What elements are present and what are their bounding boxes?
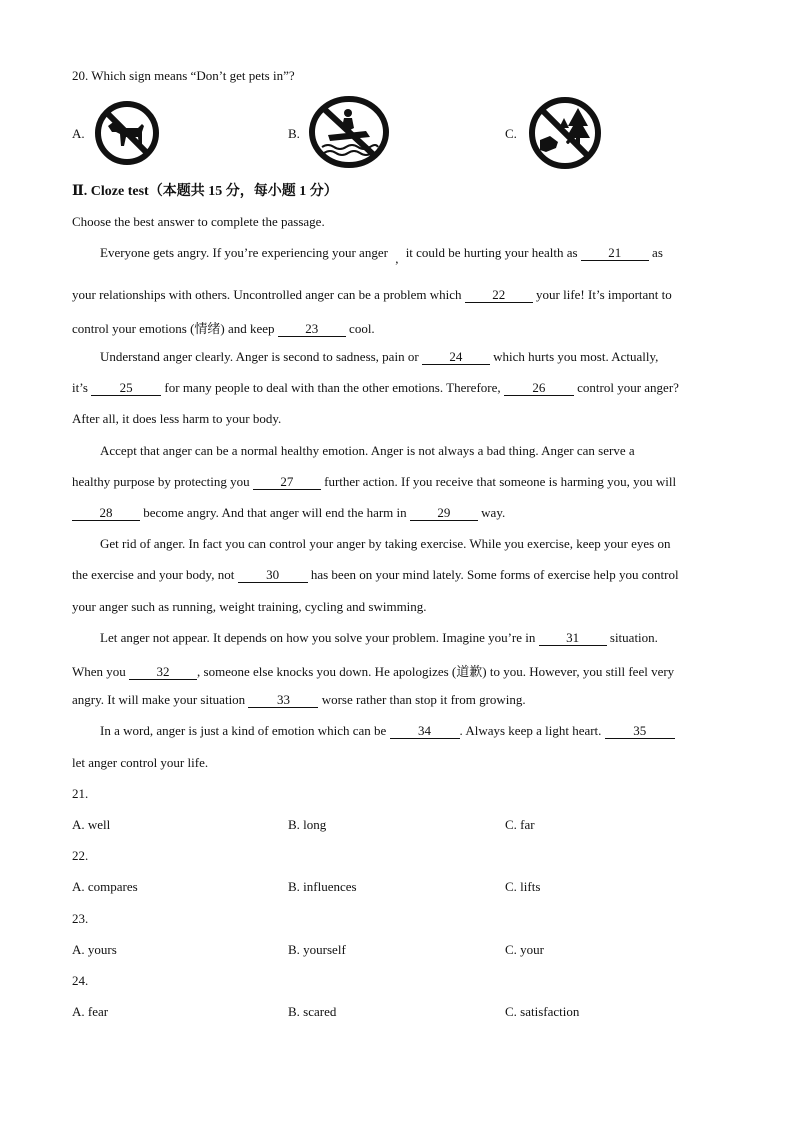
- blank-28[interactable]: 28: [72, 506, 140, 521]
- section-title: Ⅱ. Cloze test（本题共 15 分，每小题 1 分）: [72, 184, 338, 199]
- blank-35[interactable]: 35: [605, 724, 675, 739]
- no-fire-in-forest-sign-icon[interactable]: [528, 96, 602, 170]
- option-a-label: A.: [72, 126, 85, 141]
- option-c-label: C.: [505, 126, 517, 141]
- option-a[interactable]: A. fear: [72, 1004, 109, 1019]
- option-b[interactable]: B. scared: [288, 1004, 337, 1019]
- blank-29[interactable]: 29: [410, 506, 478, 521]
- passage-line: After all, it does less harm to your body.: [72, 411, 282, 426]
- passage-line: When you 32 , someone else knocks you down. He apologizes (道歉) to you. However, you still feel very: [72, 664, 675, 679]
- passage-line: Understand anger clearly. Anger is second to sadness, pain or 24 which hurts you most. Actually,: [100, 349, 659, 364]
- blank-34[interactable]: 34: [390, 724, 460, 739]
- option-c[interactable]: C. far: [505, 817, 535, 832]
- option-b[interactable]: B. long: [288, 817, 327, 832]
- option-c[interactable]: C. your: [505, 942, 544, 957]
- passage-line: Get rid of anger. In fact you can control your anger by taking exercise. While you exercise, keep your eyes on: [100, 536, 671, 551]
- question-number: 24.: [72, 973, 89, 988]
- passage-line: the exercise and your body, not 30 has been on your mind lately. Some forms of exercise help you control: [72, 567, 679, 582]
- passage-line: let anger control your life.: [72, 755, 209, 770]
- option-a[interactable]: A. compares: [72, 879, 138, 894]
- question-number: 22.: [72, 848, 89, 863]
- question-20-text: 20. Which sign means “Don’t get pets in”?: [72, 68, 295, 83]
- no-jet-ski-sign-icon[interactable]: [308, 95, 390, 169]
- option-b[interactable]: B. yourself: [288, 942, 346, 957]
- section-instruction: Choose the best answer to complete the passage.: [72, 214, 325, 229]
- question-number: 21.: [72, 786, 89, 801]
- blank-24[interactable]: 24: [422, 350, 490, 365]
- blank-27[interactable]: 27: [253, 475, 321, 490]
- blank-23[interactable]: 23: [278, 322, 346, 337]
- blank-33[interactable]: 33: [248, 693, 318, 708]
- passage-line: your anger such as running, weight training, cycling and swimming.: [72, 599, 427, 614]
- option-a[interactable]: A. well: [72, 817, 111, 832]
- passage-line: healthy purpose by protecting you 27 further action. If you receive that someone is harming you, you will: [72, 474, 677, 489]
- no-dog-sign-icon[interactable]: [94, 100, 160, 166]
- blank-26[interactable]: 26: [504, 381, 574, 396]
- passage-line: your relationships with others. Uncontrolled anger can be a problem which 22 your life! It’s important to: [72, 287, 672, 302]
- passage-line: angry. It will make your situation 33 worse rather than stop it from growing.: [72, 692, 526, 707]
- blank-31[interactable]: 31: [539, 631, 607, 646]
- blank-21[interactable]: 21: [581, 246, 649, 261]
- passage-line: 28 become angry. And that anger will end the harm in 29 way.: [72, 505, 505, 521]
- passage-line: In a word, anger is just a kind of emotion which can be 34 . Always keep a light heart. 35: [100, 723, 675, 739]
- blank-25[interactable]: 25: [91, 381, 161, 396]
- blank-22[interactable]: 22: [465, 288, 533, 303]
- passage-line: it’s 25 for many people to deal with than the other emotions. Therefore, 26 control your anger?: [72, 380, 679, 395]
- option-b-label: B.: [288, 126, 300, 141]
- option-c[interactable]: C. satisfaction: [505, 1004, 580, 1019]
- question-number: 23.: [72, 911, 89, 926]
- blank-32[interactable]: 32: [129, 665, 197, 680]
- passage-line: control your emotions (情绪) and keep 23 cool.: [72, 321, 375, 336]
- passage-line: Everyone gets angry. If you’re experiencing your anger , it could be hurting your health as 21 as: [100, 245, 663, 266]
- option-b[interactable]: B. influences: [288, 879, 357, 894]
- passage-line: Accept that anger can be a normal healthy emotion. Anger is not always a bad thing. Anger can serve a: [100, 443, 635, 458]
- passage-line: Let anger not appear. It depends on how you solve your problem. Imagine you’re in 31 situation.: [100, 630, 658, 645]
- option-a[interactable]: A. yours: [72, 942, 117, 957]
- blank-30[interactable]: 30: [238, 568, 308, 583]
- option-c[interactable]: C. lifts: [505, 879, 541, 894]
